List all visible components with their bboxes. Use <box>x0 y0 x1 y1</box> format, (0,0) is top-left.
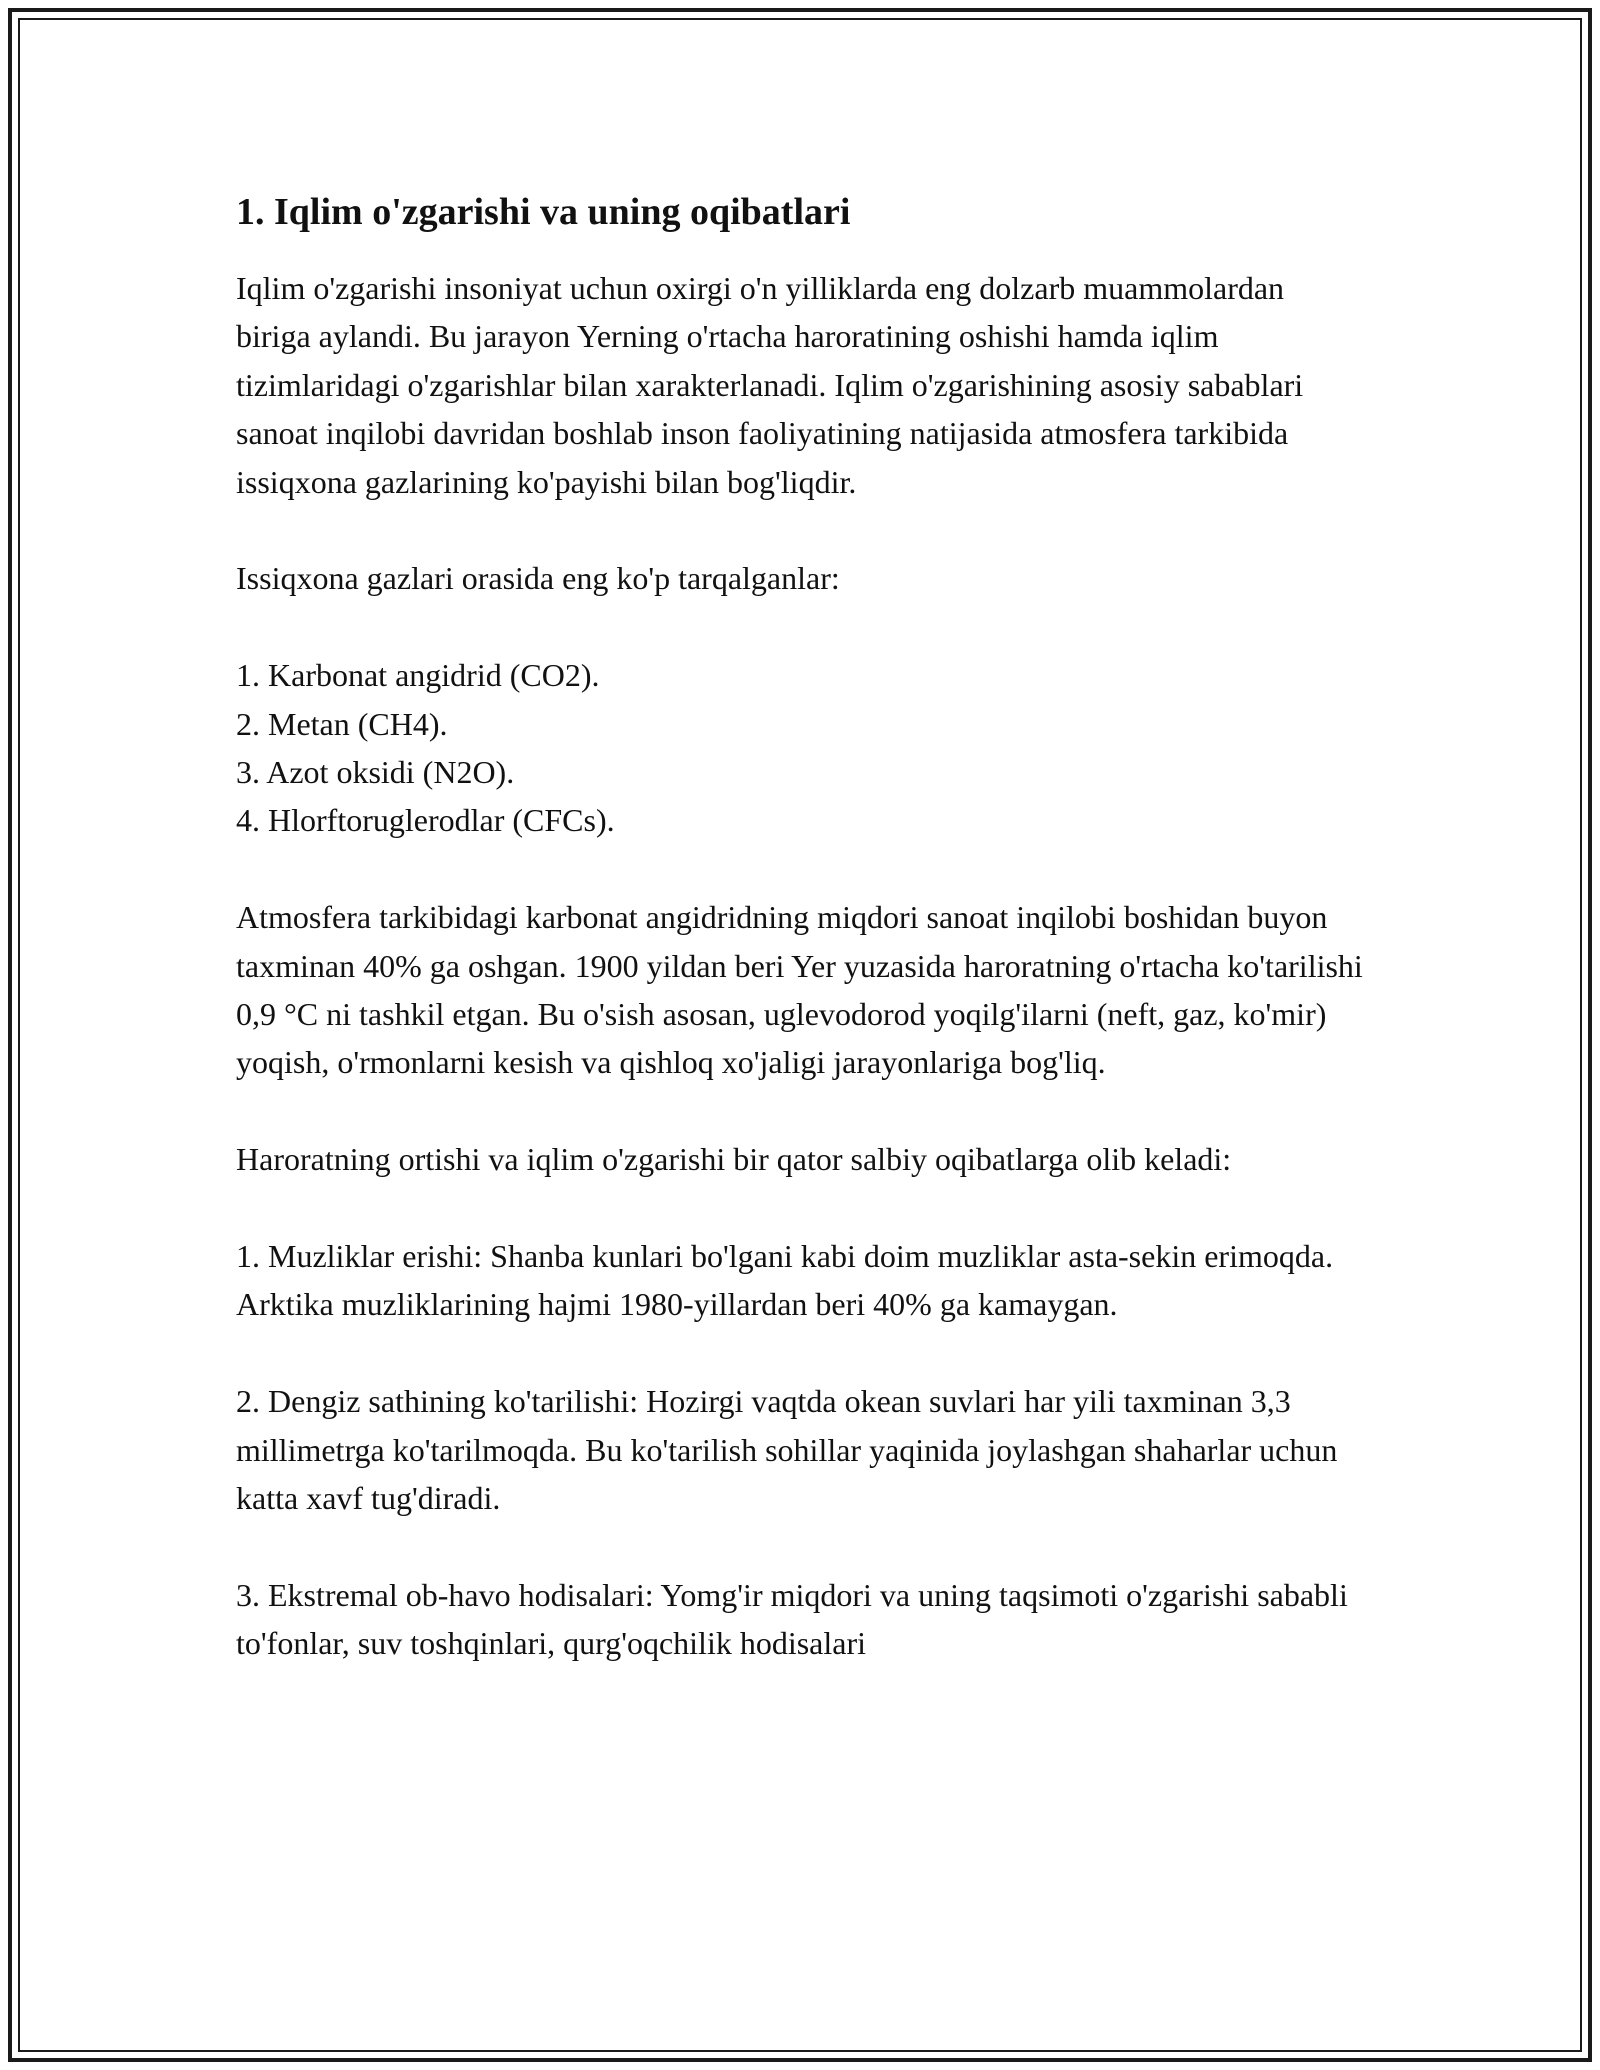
greenhouse-gas-list <box>236 651 1366 845</box>
section-heading: 1. Iqlim o'zgarishi va uning oqibatlari <box>236 191 851 233</box>
co2-paragraph: Atmosfera tarkibidagi karbonat angidridning miqdori sanoat inqilobi boshidan buyon taxminan 40% ga oshgan. 1900 yildan beri Yer yuzasida haroratning o'rtacha ko'tarilishi 0,9 °C ni tashkil etgan. Bu o'sish asosan, uglevodorod yoqilg'ilarni (neft, gaz, ko'mir) yoqish, o'rmonlarni kesish va qishloq xo'jaligi jarayonlariga bog'liq. <box>236 899 1363 1081</box>
list-item: 2. Metan (CH4). <box>236 705 448 742</box>
list-item: 3. Azot oksidi (N2O). <box>236 754 515 791</box>
intro-paragraph: Iqlim o'zgarishi insoniyat uchun oxirgi o'n yilliklarda eng dolzarb muammolardan biriga aylandi. Bu jarayon Yerning o'rtacha haroratining oshishi hamda iqlim tizimlaridagi o'zgarishlar bilan xarakterlanadi. Iqlim o'zgarishining asosiy sabablari sanoat inqilobi davridan boshlab inson faoliyatining natijasida atmosfera tarkibida issiqxona gazlarining ko'payishi bilan bog'liqdir. <box>236 270 1304 500</box>
effects-lead-paragraph: Haroratning ortishi va iqlim o'zgarishi bir qator salbiy oqibatlarga olib keladi: <box>236 1141 1232 1178</box>
effect-item-glaciers: 1. Muzliklar erishi: Shanba kunlari bo'lgani kabi doim muzliklar asta-sekin erimoqda. Arktika muzliklarining hajmi 1980-yillardan beri 40% ga kamaygan. <box>236 1238 1334 1323</box>
document-body <box>236 186 1366 1716</box>
list-item: 1. Karbonat angidrid (CO2). <box>236 657 600 694</box>
effect-item-sea-level: 2. Dengiz sathining ko'tarilishi: Hozirgi vaqtda okean suvlari har yili taxminan 3,3 millimetrga ko'tarilmoqda. Bu ko'tarilish sohillar yaqinida joylashgan shaharlar uchun katta xavf tug'diradi. <box>236 1383 1338 1517</box>
effect-item-extreme-weather: 3. Ekstremal ob-havo hodisalari: Yomg'ir miqdori va uning taqsimoti o'zgarishi sababli to'fonlar, suv toshqinlari, qurg'oqchilik hodisalari <box>236 1576 1348 1662</box>
list-item: 4. Hlorftoruglerodlar (CFCs). <box>236 802 615 839</box>
gases-lead-paragraph: Issiqxona gazlari orasida eng ko'p tarqalganlar: <box>236 560 840 597</box>
